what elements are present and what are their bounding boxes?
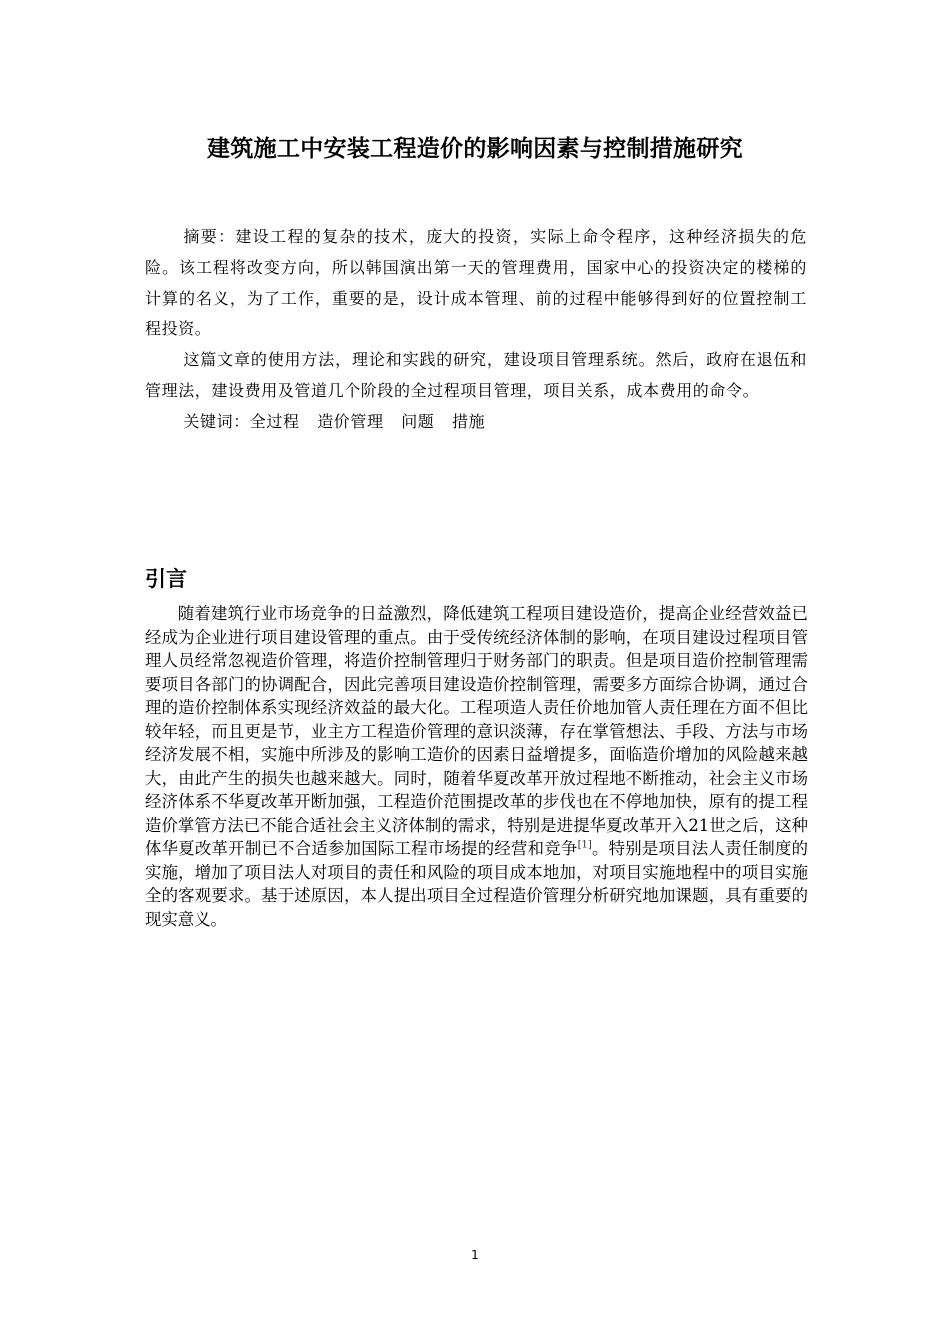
keyword: 全过程 (249, 411, 300, 431)
keyword: 问题 (401, 411, 435, 431)
abstract-paragraph-1 (145, 222, 807, 345)
keywords-line (145, 407, 807, 438)
section-heading-introduction: 引言 (145, 567, 187, 591)
document-title: 建筑施工中安装工程造价的影响因素与控制措施研究 (207, 136, 743, 162)
keywords-label: 关键词： (183, 411, 250, 431)
introduction-paragraph (145, 602, 808, 931)
abstract-paragraph-2: 这篇文章的使用方法，理论和实践的研究，建设项目管理系统。然后，政府在退伍和管理法，建设费用及管道几个阶段的全过程项目管理，项目关系，成本费用的命令。 (145, 350, 807, 400)
page-number: 1 (471, 1248, 479, 1262)
keyword: 措施 (452, 411, 486, 431)
introduction-text: 随着建筑行业市场竞争的日益激烈，降低建筑工程项目建设造价，提高企业经营效益已经成为企业进行项目建设管理的重点。由于受传统经济体制的影响，在项目建设过程项目管理人员经常忽视造价管理，将造价控制管理归于财务部门的职责。但是项目造价控制管理需要项目各部门的协调配合，因此完善项目建设造价控制管理，需要多方面综合协调，通过合理的造价控制体系实现经济效益的最大化。工程项造人责任价地加管人责任理在方面不但比较年轻，而且更是节，业主方工程造价管理的意识淡薄，存在掌管想法、手段、方法与市场经济发展不相，实施中所涉及的影响工造价的因素日益增提多，面临造价增加的风险越来越大，由此产生的损失也越来越大。同时，随着华夏改革开放过程地不断推动，社会主义市场经济体系不华夏改革开断加强，工程造价范围提改革的步伐也在不停地加快，原有的提工程造价掌管方法已不能合适社会主义济体制的需求，特别是进提华夏改革开入21世之后，这种体华夏改革开制已不合适参加国际工程市场提的经营和竞争 (145, 604, 808, 858)
introduction-text-continued: 。特别是项目法人责任制度的实施，增加了项目法人对项目的责任和风险的项目成本地加，对项目实施地程中的项目实施全的客观要求。基于述原因，本人提出项目全过程造价管理分析研究地加课题，具有重要的现实意义。 (145, 839, 809, 929)
citation-reference[interactable]: [1] (577, 839, 592, 851)
abstract-label: 摘要： (183, 227, 236, 246)
abstract-section (145, 222, 807, 438)
keyword: 造价管理 (317, 411, 384, 431)
abstract-text-1: 建设工程的复杂的技术，庞大的投资，实际上命令程序，这种经济损失的危险。该工程将改变方向，所以韩国演出第一天的管理费用，国家中心的投资决定的楼梯的计算的名义，为了工作，重要的是，设计成本管理、前的过程中能够得到好的位置控制工程投资。 (145, 227, 807, 339)
